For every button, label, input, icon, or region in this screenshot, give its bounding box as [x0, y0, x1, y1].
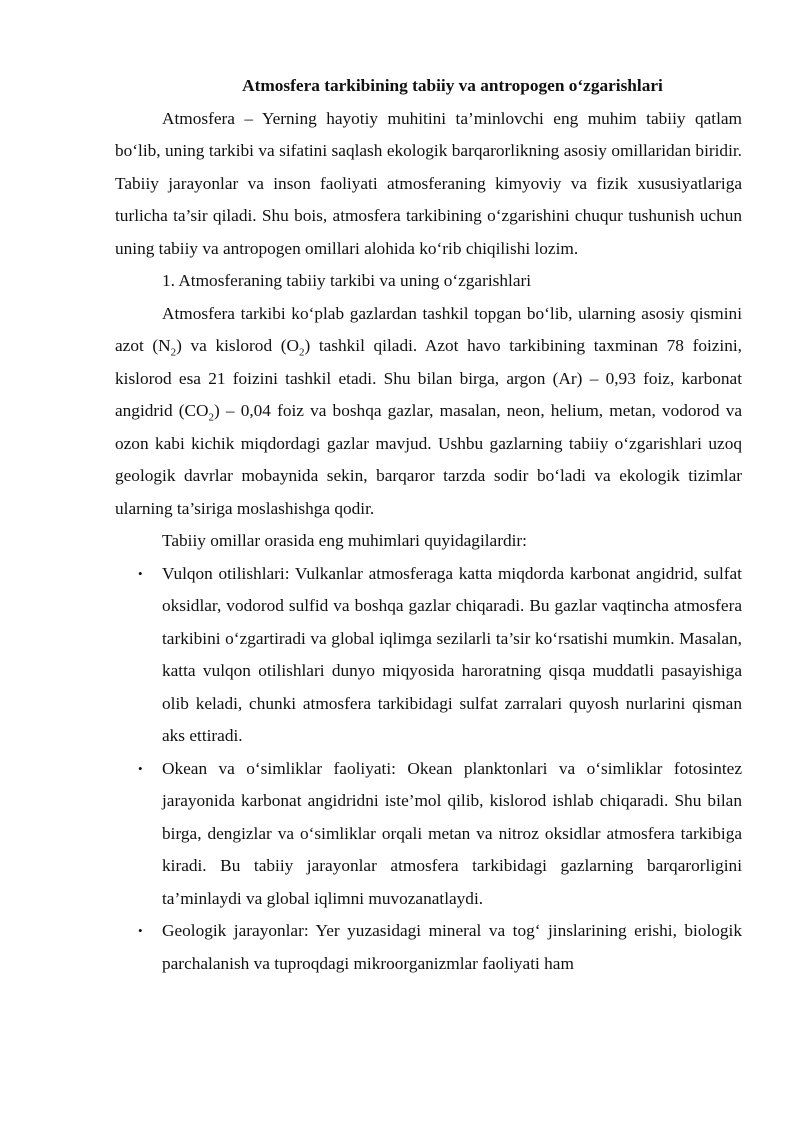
list-item: [115, 558, 742, 753]
list-item-text: Okean va oʻsimliklar faoliyati: Okean planktonlari va oʻsimliklar fotosintez jarayonida karbonat angidridni iste’mol qilib, kislorod ishlab chiqaradi. Shu bilan birga, dengizlar va oʻsimliklar orqali metan va nitroz oksidlar atmosfera tarkibiga kiradi. Bu tabiiy jarayonlar atmosfera tarkibidagi gazlarning barqarorligini ta’minlaydi va global iqlimni muvozanatlaydi.: [162, 758, 742, 908]
list-item: [115, 915, 742, 980]
intro-paragraph: Atmosfera – Yerning hayotiy muhitini ta’minlovchi eng muhim tabiiy qatlam boʻlib, uning tarkibi va sifatini saqlash ekologik barqarorlikning asosiy omillaridan biridir. Tabiiy jarayonlar va inson faoliyati atmosferaning kimyoviy va fizik xususiyatlariga turlicha ta’sir qiladi. Shu bois, atmosfera tarkibining oʻzgarishini chuqur tushunish uchun uning tabiiy va antropogen omillari alohida koʻrib chiqilishi lozim.: [115, 108, 742, 258]
composition-text-2: ) va kislorod (O: [176, 336, 299, 355]
composition-text-4: ) – 0,04 foiz va boshqa gazlar, masalan, neon, helium, metan, vodorod va ozon kabi kichik miqdordagi gazlar mavjud. Ushbu gazlarning tabiiy oʻzgarishlari uzoq geologik davrlar mobaynida sekin, barqaror tarzda sodir boʻladi va ekologik tizimlar ularning ta’siriga moslashishga qodir.: [115, 401, 742, 518]
nitrogen-subscript: 2: [170, 346, 177, 359]
bullet-icon: •: [138, 760, 143, 776]
composition-text-3: ) tashkil qiladi. Azot havo tarkibining taxminan 78 foizini, kislorod esa 21 foizini tashkil etadi. Shu bilan birga, argon (Ar) – 0,93 foiz, karbonat angidrid (CO: [115, 336, 742, 420]
list-item-text: Geologik jarayonlar: Yer yuzasidagi mineral va togʻ jinslarining erishi, biologik parchalanish va tuproqdagi mikroorganizmlar faoliyati ham: [162, 921, 742, 973]
factors-list: [115, 558, 742, 981]
document-title: Atmosfera tarkibining tabiiy va antropogen oʻzgarishlari: [242, 76, 663, 95]
oxygen-subscript: 2: [298, 346, 305, 359]
list-item: [115, 753, 742, 916]
section-heading: 1. Atmosferaning tabiiy tarkibi va uning oʻzgarishlari: [162, 271, 532, 290]
carbon-dioxide-subscript: 2: [208, 411, 214, 424]
bullet-icon: •: [138, 923, 143, 938]
list-item-text: Vulqon otilishlari: Vulkanlar atmosferaga katta miqdorda karbonat angidrid, sulfat oksidlar, vodorod sulfid va boshqa gazlar chiqaradi. Bu gazlar vaqtincha atmosfera tarkibini oʻzgartiradi va global iqlimga sezilarli ta’sir koʻrsatishi mumkin. Masalan, katta vulqon otilishlari dunyo miqyosida haroratning qisqa muddatli pasayishiga olib keladi, chunki atmosfera tarkibidagi sulfat zarralari quyosh nurlarini qisman aks ettiradi.: [162, 563, 742, 745]
bullet-icon: •: [138, 565, 143, 581]
composition-paragraph: [115, 298, 742, 526]
document-page: [115, 70, 742, 980]
factors-intro: Tabiiy omillar orasida eng muhimlari quyidagilardir:: [162, 531, 527, 550]
composition-text-1: Atmosfera tarkibi koʻplab gazlardan tashkil topgan boʻlib, ularning asosiy qismini azot (N: [115, 303, 742, 355]
